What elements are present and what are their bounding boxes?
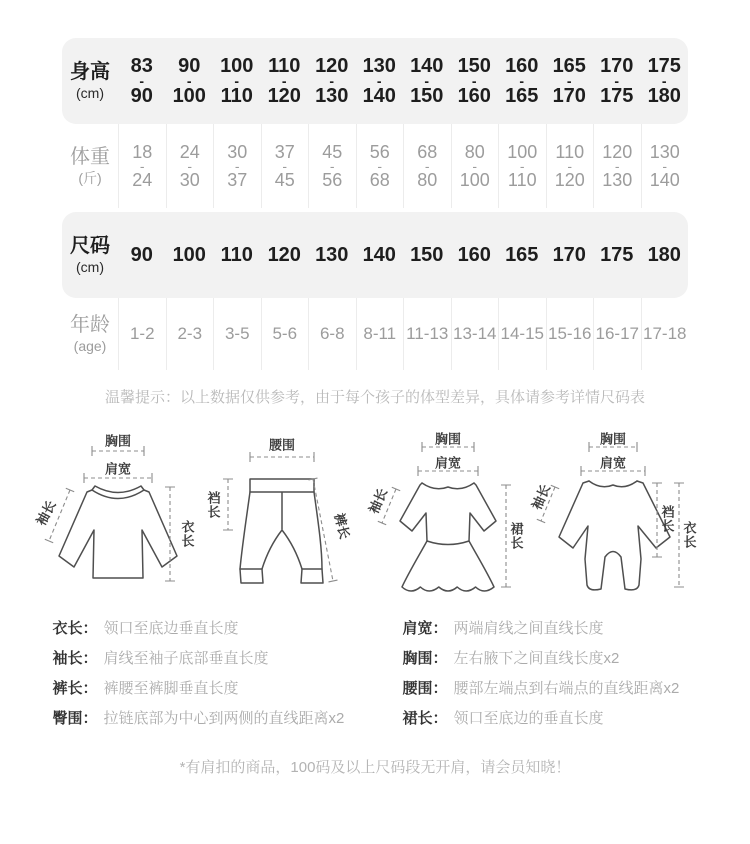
- table-cell: 80 - 100: [451, 124, 499, 208]
- label-chest: 胸围: [434, 431, 462, 447]
- table-cell: 8-11: [356, 298, 404, 370]
- label-sleeve: 袖长: [33, 497, 59, 529]
- table-cell: 15-16: [546, 298, 594, 370]
- label-crotch-length: 裆长: [205, 491, 221, 519]
- definitions-left: [53, 612, 403, 732]
- top-garment-drawing: [30, 429, 200, 604]
- row-label-height: 身高 (cm): [70, 60, 110, 101]
- table-cell: 90: [130, 243, 153, 266]
- table-cell: 13-14: [451, 298, 499, 370]
- table-cell: 110: [220, 243, 253, 266]
- label-waist: 腰围: [268, 437, 296, 453]
- tip-text: 温馨提示：以上数据仅供参考，由于每个孩子的体型差异，具体请参考详情尺码表: [104, 389, 645, 406]
- label-crotch-length: 裆长: [659, 505, 675, 533]
- table-cell: 16-17: [593, 298, 641, 370]
- table-cell: 14-15: [498, 298, 546, 370]
- table-cell: 68 - 80: [403, 124, 451, 208]
- table-cell: 180: [647, 243, 681, 266]
- table-cell: 37 - 45: [261, 124, 309, 208]
- table-cell: 110 - 120: [546, 124, 594, 208]
- definition-item: 裙长： 领口至底边的垂直长度: [402, 709, 604, 727]
- table-cell: 175: [600, 243, 634, 266]
- label-shoulder: 肩宽: [599, 455, 627, 471]
- table-cell: 110 - 120: [267, 54, 301, 107]
- label-pants-length: 裤长: [331, 511, 353, 541]
- table-cell: 170 - 175: [600, 54, 634, 107]
- definition-item: 臀围： 拉链底部为中心到两侧的直线距离x2: [52, 709, 345, 727]
- table-cell: 165 - 170: [552, 54, 586, 107]
- label-chest: 胸围: [104, 433, 132, 449]
- label-shoulder: 肩宽: [104, 461, 132, 477]
- footnote-text: *有肩扣的商品，100码及以上尺码段无开肩，请会员知晓！: [179, 759, 571, 776]
- table-cell: 90 - 100: [172, 54, 206, 107]
- diagram-top: [30, 429, 200, 604]
- table-cell: 130: [315, 243, 349, 266]
- table-cell: 45 - 56: [308, 124, 356, 208]
- diagram-pants: [200, 429, 360, 604]
- label-shoulder: 肩宽: [434, 455, 462, 471]
- row-label-age: 年龄 (age): [70, 313, 110, 354]
- table-cell: 140: [362, 243, 396, 266]
- table-cell: 5-6: [261, 298, 309, 370]
- table-cell: 175 - 180: [647, 54, 681, 107]
- table-cell: 30 - 37: [213, 124, 261, 208]
- measurement-definitions: [53, 612, 698, 732]
- label-skirt-length: 裙长: [508, 522, 524, 550]
- table-cell: 150 - 160: [457, 54, 491, 107]
- diagram-romper: [525, 429, 720, 604]
- diagram-dress: [360, 429, 525, 604]
- size-table: [62, 38, 688, 370]
- label-chest: 胸围: [599, 431, 627, 447]
- row-label-size: 尺码 (cm): [70, 234, 110, 275]
- table-cell: 56 - 68: [356, 124, 404, 208]
- definitions-right: [403, 612, 698, 732]
- table-cell: 24 - 30: [166, 124, 214, 208]
- table-cell: 2-3: [166, 298, 214, 370]
- table-row-size: [62, 212, 688, 298]
- label-sleeve: 袖长: [365, 486, 391, 516]
- definition-item: 腰围： 腰部左端点到右端点的直线距离x2: [402, 679, 680, 697]
- table-row-weight: [62, 124, 688, 208]
- table-cell: 100: [172, 243, 206, 266]
- table-row-age: [62, 298, 688, 370]
- table-cell: 11-13: [403, 298, 451, 370]
- table-cell: 100 - 110: [220, 54, 254, 107]
- table-cell: 6-8: [308, 298, 356, 370]
- table-cell: 18 - 24: [118, 124, 166, 208]
- table-cell: 1-2: [118, 298, 166, 370]
- table-cell: 3-5: [213, 298, 261, 370]
- definition-item: 衣长： 领口至底边垂直长度: [52, 619, 239, 637]
- table-cell: 83 - 90: [130, 54, 153, 107]
- label-garment-length: 衣长: [681, 521, 697, 549]
- definition-item: 肩宽： 两端肩线之间直线长度: [402, 619, 604, 637]
- table-cell: 100 - 110: [498, 124, 546, 208]
- label-sleeve: 袖长: [528, 482, 554, 512]
- definition-item: 胸围： 左右腋下之间直线长度x2: [402, 649, 620, 667]
- table-cell: 130 - 140: [641, 124, 689, 208]
- table-cell: 17-18: [641, 298, 689, 370]
- table-cell: 150: [410, 243, 444, 266]
- label-garment-length: 衣长: [179, 520, 195, 548]
- table-cell: 120 - 130: [315, 54, 349, 107]
- table-cell: 130 - 140: [362, 54, 396, 107]
- table-cell: 170: [552, 243, 586, 266]
- table-cell: 120: [267, 243, 301, 266]
- row-label-weight: 体重 (斤): [70, 145, 110, 186]
- measurement-diagrams: [30, 429, 720, 604]
- definition-item: 袖长： 肩线至袖子底部垂直长度: [52, 649, 269, 667]
- table-cell: 165: [505, 243, 539, 266]
- table-cell: 160: [457, 243, 491, 266]
- definition-item: 裤长： 裤腰至裤脚垂直长度: [52, 679, 239, 697]
- table-cell: 160 - 165: [505, 54, 539, 107]
- table-cell: 140 - 150: [410, 54, 444, 107]
- table-cell: 120 - 130: [593, 124, 641, 208]
- table-row-height: [62, 38, 688, 124]
